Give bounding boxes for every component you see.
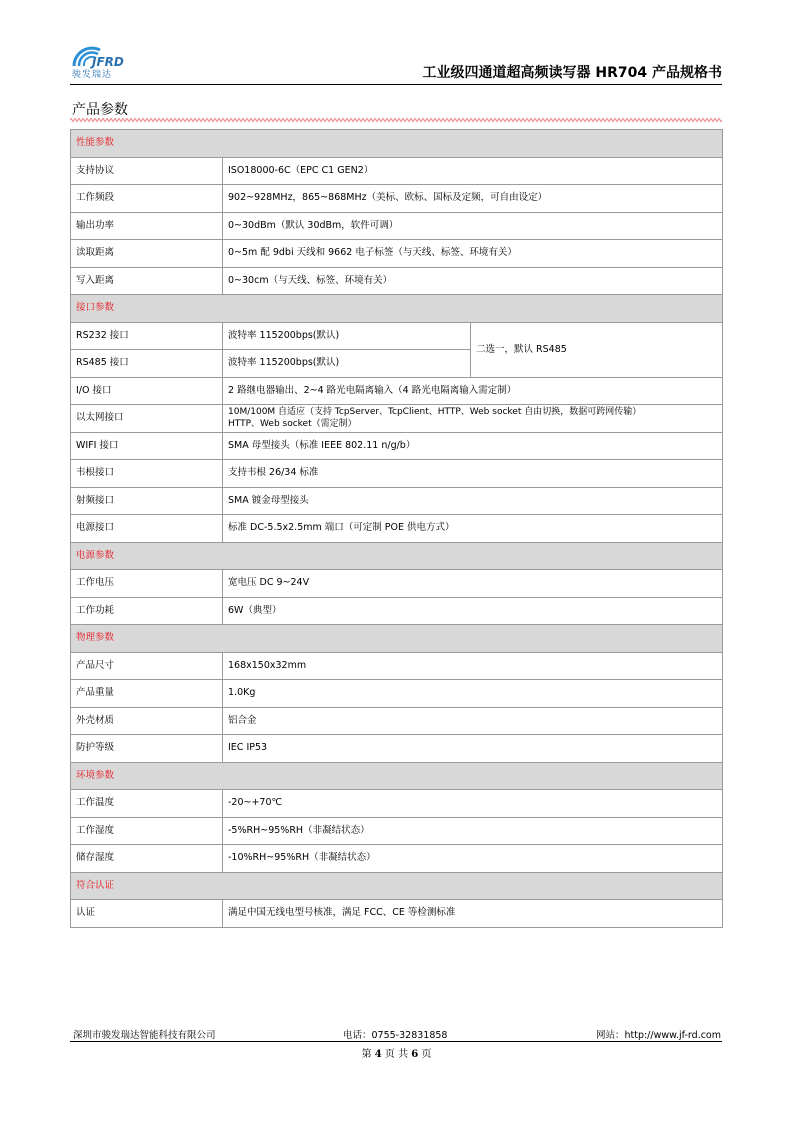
row-label: 工作湿度: [71, 817, 223, 845]
wavy-divider: [70, 117, 722, 123]
row-value: 2 路继电器输出、2~4 路光电隔离输入（4 路光电隔离输入需定制）: [223, 377, 723, 405]
row-value: 902~928MHz，865~868MHz（美标、欧标、国标及定频，可自由设定）: [223, 185, 723, 213]
row-label: I/O 接口: [71, 377, 223, 405]
row-label: 防护等级: [71, 735, 223, 763]
row-value: 宽电压 DC 9~24V: [223, 570, 723, 598]
table-row: [71, 817, 723, 845]
row-label: 电源接口: [71, 515, 223, 543]
row-label: WIFI 接口: [71, 432, 223, 460]
row-value: -5%RH~95%RH（非凝结状态）: [223, 817, 723, 845]
row-label: 韦根接口: [71, 460, 223, 488]
row-label: 支持协议: [71, 157, 223, 185]
group-row-environment: 环境参数: [71, 762, 723, 790]
row-value: 0~30cm（与天线、标签、环境有关）: [223, 267, 723, 295]
row-label: 射频接口: [71, 487, 223, 515]
row-label: RS485 接口: [71, 350, 223, 378]
spec-table: [70, 129, 723, 928]
table-row: [71, 515, 723, 543]
current-page: 4: [374, 1049, 382, 1060]
document-title: 工业级四通道超高频读写器 HR704 产品规格书: [422, 65, 722, 81]
row-value: -20~+70℃: [223, 790, 723, 818]
row-value: SMA 镀金母型接头: [223, 487, 723, 515]
table-row: [71, 157, 723, 185]
table-row: [71, 570, 723, 598]
table-row: [71, 790, 723, 818]
row-value: 支持韦根 26/34 标准: [223, 460, 723, 488]
row-label: 以太网接口: [71, 405, 223, 433]
row-value: 0~5m 配 9dbi 天线和 9662 电子标签（与天线、标签、环境有关）: [223, 240, 723, 268]
row-label: 认证: [71, 900, 223, 928]
row-value: SMA 母型接头（标准 IEEE 802.11 n/g/b）: [223, 432, 723, 460]
footer-company: 深圳市骏发瑞达智能科技有限公司: [73, 1030, 216, 1041]
table-row: [71, 322, 723, 350]
row-value: ISO18000-6C（EPC C1 GEN2）: [223, 157, 723, 185]
footer-website[interactable]: 网站：http://www.jf-rd.com: [595, 1030, 721, 1041]
logo-cn-text: 骏发瑞达: [72, 70, 113, 80]
footer-phone: 电话：0755-32831858: [343, 1030, 448, 1041]
table-row: [71, 707, 723, 735]
row-label: 工作电压: [71, 570, 223, 598]
ethernet-value-line1: 10M/100M 自适应（支持 TcpServer、TcpClient、HTTP、Web socket 自由切换，数据可跨网传输）: [228, 407, 642, 418]
serial-note: 二选一，默认 RS485: [471, 322, 723, 377]
row-label: RS232 接口: [71, 322, 223, 350]
row-label: 工作功耗: [71, 597, 223, 625]
table-row: [71, 487, 723, 515]
table-row: [71, 432, 723, 460]
row-value: 168x150x32mm: [223, 652, 723, 680]
table-row: [71, 240, 723, 268]
table-row: [71, 680, 723, 708]
row-value: 满足中国无线电型号核准，满足 FCC、CE 等检测标准: [223, 900, 723, 928]
section-title: 产品参数: [72, 102, 128, 118]
row-label: 产品尺寸: [71, 652, 223, 680]
row-value: [223, 405, 723, 433]
row-value: 波特率 115200bps(默认): [223, 350, 471, 378]
table-row: [71, 460, 723, 488]
table-row: [71, 900, 723, 928]
page-number: 第 4 页 共 6 页: [361, 1049, 432, 1060]
logo-text: JFRD: [92, 55, 124, 69]
group-row-physical: 物理参数: [71, 625, 723, 653]
row-label: 产品重量: [71, 680, 223, 708]
table-row: [71, 845, 723, 873]
row-label: 储存湿度: [71, 845, 223, 873]
page-header: [70, 40, 722, 85]
row-label: 写入距离: [71, 267, 223, 295]
group-row-performance: 性能参数: [71, 130, 723, 158]
group-row-certification: 符合认证: [71, 872, 723, 900]
ethernet-value-line2: HTTP、Web socket（需定制）: [228, 419, 357, 430]
row-value: 1.0Kg: [223, 680, 723, 708]
table-row: [71, 377, 723, 405]
row-label: 读取距离: [71, 240, 223, 268]
row-value: -10%RH~95%RH（非凝结状态）: [223, 845, 723, 873]
table-row: [71, 597, 723, 625]
table-row: [71, 267, 723, 295]
footer-divider: [70, 1041, 722, 1042]
row-value: 铝合金: [223, 707, 723, 735]
row-value: 标准 DC-5.5x2.5mm 端口（可定制 POE 供电方式）: [223, 515, 723, 543]
row-value: 6W（典型）: [223, 597, 723, 625]
row-label: 工作频段: [71, 185, 223, 213]
row-value: 0~30dBm（默认 30dBm，软件可调）: [223, 212, 723, 240]
row-label: 输出功率: [71, 212, 223, 240]
table-row: [71, 652, 723, 680]
table-row: [71, 735, 723, 763]
row-label: 外壳材质: [71, 707, 223, 735]
row-label: 工作温度: [71, 790, 223, 818]
row-value: IEC IP53: [223, 735, 723, 763]
total-pages: 6: [411, 1049, 419, 1060]
group-row-interface: 接口参数: [71, 295, 723, 323]
row-value: 波特率 115200bps(默认): [223, 322, 471, 350]
group-row-power: 电源参数: [71, 542, 723, 570]
table-row: [71, 405, 723, 433]
table-row: [71, 212, 723, 240]
table-row: [71, 185, 723, 213]
